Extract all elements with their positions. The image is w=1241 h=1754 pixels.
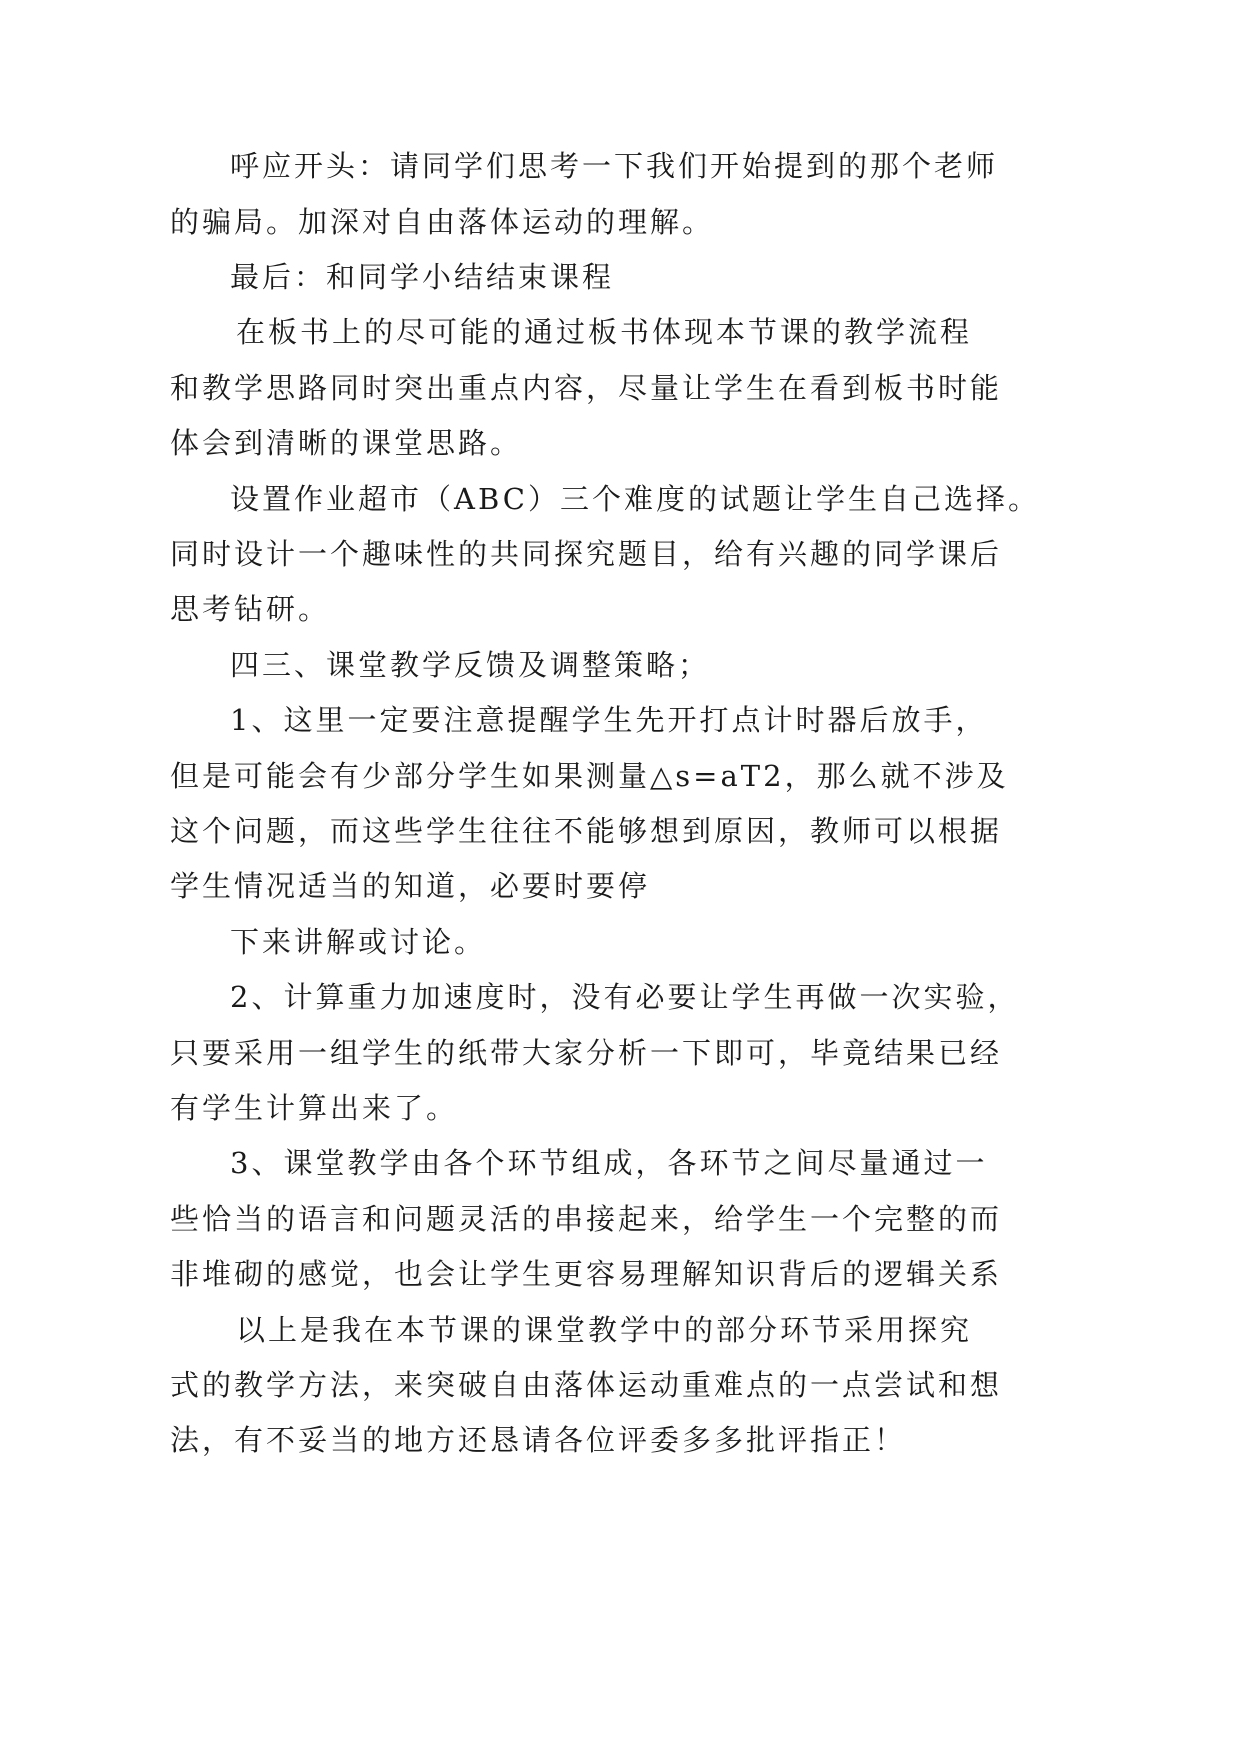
text-line: 这个问题，而这些学生往往不能够想到原因，教师可以根据	[170, 814, 1003, 848]
text-line: 3、课堂教学由各个环节组成，各环节之间尽量通过一	[230, 1146, 988, 1180]
text-line: 最后：和同学小结结束课程	[230, 260, 615, 294]
text-line: 式的教学方法，来突破自由落体运动重难点的一点尝试和想	[170, 1368, 1003, 1402]
text-line: 学生情况适当的知道，必要时要停	[170, 869, 651, 903]
section-heading: 四三、课堂教学反馈及调整策略；	[230, 648, 711, 682]
text-line: 有学生计算出来了。	[170, 1091, 459, 1125]
text-line: 呼应开头：请同学们思考一下我们开始提到的那个老师	[230, 149, 999, 183]
text-line: 以上是我在本节课的课堂教学中的部分环节采用探究	[236, 1313, 973, 1347]
text-line: 但是可能会有少部分学生如果测量△s=aT2，那么就不涉及	[170, 759, 1009, 793]
text-line: 法，有不妥当的地方还恳请各位评委多多批评指正！	[170, 1423, 907, 1457]
text-line: 体会到清晰的课堂思路。	[170, 426, 523, 460]
text-line: 的骗局。加深对自由落体运动的理解。	[170, 205, 715, 239]
text-line: 些恰当的语言和问题灵活的串接起来，给学生一个完整的而	[170, 1202, 1003, 1236]
text-line: 思考钻研。	[170, 592, 331, 626]
text-line: 下来讲解或讨论。	[230, 925, 487, 959]
text-line: 在板书上的尽可能的通过板书体现本节课的教学流程	[236, 315, 973, 349]
text-line: 同时设计一个趣味性的共同探究题目，给有兴趣的同学课后	[170, 537, 1003, 571]
text-line: 只要采用一组学生的纸带大家分析一下即可，毕竟结果已经	[170, 1036, 1003, 1070]
text-line: 和教学思路同时突出重点内容，尽量让学生在看到板书时能	[170, 371, 1003, 405]
text-line: 非堆砌的感觉，也会让学生更容易理解知识背后的逻辑关系	[170, 1257, 1003, 1291]
text-line: 2、计算重力加速度时，没有必要让学生再做一次实验，	[230, 980, 1020, 1014]
text-line: 1、这里一定要注意提醒学生先开打点计时器后放手，	[230, 703, 988, 737]
text-line: 设置作业超市（ABC）三个难度的试题让学生自己选择。	[230, 482, 1040, 516]
